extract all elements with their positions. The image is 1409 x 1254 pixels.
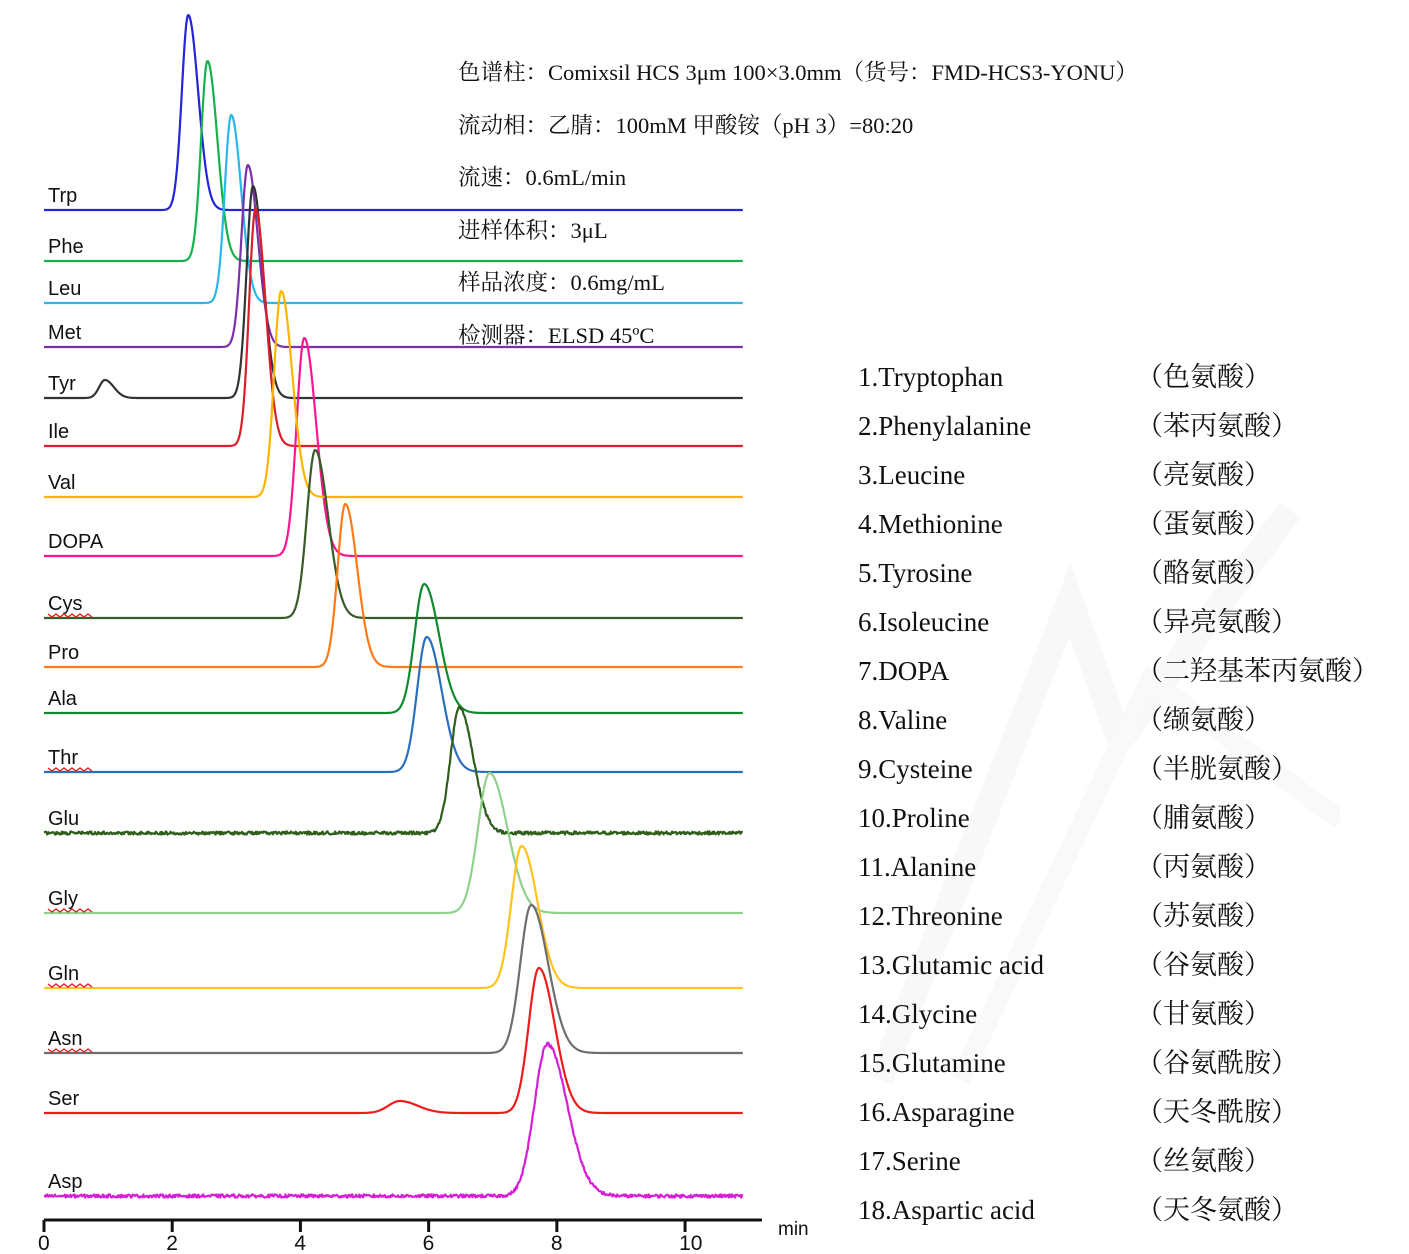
legend-item-name-en: 2.Phenylalanine: [858, 411, 1032, 441]
trace-label: Phe: [48, 236, 84, 258]
x-axis-tick-label: 2: [166, 1232, 178, 1254]
x-axis-tick-label: 0: [38, 1232, 50, 1254]
method-line-mobile-phase: 流动相：乙腈：100mM 甲酸铵（pH 3）=80:20: [458, 112, 914, 138]
trace-label: Trp: [48, 185, 78, 207]
legend-item-name-en: 10.Proline: [858, 803, 970, 833]
legend-item: [858, 845, 1403, 894]
legend-item-name-zh: （蛋氨酸）: [1136, 509, 1271, 539]
legend-item-name-en: 14.Glycine: [858, 999, 978, 1029]
legend-item-name-en: 12.Threonine: [858, 901, 1003, 931]
x-axis-tick-label: 4: [294, 1232, 307, 1254]
legend-item-name-zh: （色氨酸）: [1136, 362, 1271, 392]
trace-label: Cys: [48, 593, 83, 615]
legend-item: [858, 453, 1403, 502]
legend-item-name-en: 5.Tyrosine: [858, 558, 973, 588]
trace-label: Ser: [48, 1088, 80, 1110]
legend-item: [858, 502, 1403, 551]
legend-item-name-en: 13.Glutamic acid: [858, 950, 1044, 980]
legend-item-name-en: 7.DOPA: [858, 656, 950, 686]
chromatogram-trace: [44, 504, 743, 667]
trace-label: Asn: [48, 1028, 83, 1050]
legend-item-name-zh: （缬氨酸）: [1136, 705, 1271, 735]
legend-item: [858, 1041, 1403, 1090]
legend-item-name-zh: （天冬酰胺）: [1136, 1097, 1298, 1127]
legend-item-name-en: 1.Tryptophan: [858, 362, 1004, 392]
method-line-column: 色谱柱：Comixsil HCS 3μm 100×3.0mm（货号：FMD-HCS3-YONU）: [458, 60, 1138, 85]
chromatogram-trace: [44, 905, 743, 1053]
trace-label: Ile: [48, 421, 70, 443]
legend-item: [858, 747, 1403, 796]
trace-label: Val: [48, 472, 76, 494]
x-axis-unit-label: min: [778, 1219, 809, 1240]
legend-item-name-en: 18.Aspartic acid: [858, 1195, 1035, 1225]
trace-label: Glu: [48, 808, 80, 830]
legend-item-name-zh: （脯氨酸）: [1136, 803, 1271, 833]
x-axis-tick-label: 8: [550, 1232, 563, 1254]
method-line-flow-rate: 流速：0.6mL/min: [458, 165, 627, 190]
trace-label: DOPA: [48, 531, 104, 553]
legend-item: [858, 1139, 1403, 1188]
chromatogram-trace: [44, 637, 743, 772]
chromatogram-trace: [44, 846, 743, 988]
trace-label: Pro: [48, 642, 80, 664]
legend-item-name-en: 3.Leucine: [858, 460, 966, 490]
legend-item-name-zh: （苯丙氨酸）: [1136, 411, 1298, 441]
legend-item-name-zh: （丝氨酸）: [1136, 1146, 1271, 1176]
legend-item: [858, 600, 1403, 649]
x-axis-tick-label: 10: [679, 1232, 703, 1254]
legend-item-name-zh: （酪氨酸）: [1136, 558, 1271, 588]
legend-item-name-en: 9.Cysteine: [858, 754, 973, 784]
trace-label: Asp: [48, 1171, 83, 1193]
legend-item: [858, 355, 1403, 404]
method-line-detector: 检测器：ELSD 45ºC: [458, 322, 655, 348]
legend-item-name-en: 16.Asparagine: [858, 1097, 1015, 1127]
legend-item-name-en: 6.Isoleucine: [858, 607, 990, 637]
x-axis: [38, 1219, 809, 1254]
legend-item-name-en: 4.Methionine: [858, 509, 1003, 539]
legend-item: [858, 1188, 1403, 1237]
trace-label: Ala: [48, 688, 77, 710]
chromatogram-trace: [44, 450, 743, 618]
compound-legend-list: [858, 355, 1403, 1237]
method-conditions: [458, 62, 1218, 377]
chromatogram-trace: [44, 584, 743, 713]
trace-label: Leu: [48, 278, 82, 300]
legend-item-name-zh: （异亮氨酸）: [1136, 607, 1298, 637]
method-line-injection-volume: 进样体积：3μL: [458, 217, 608, 243]
trace-label: Gln: [48, 963, 80, 985]
legend-item-name-en: 15.Glutamine: [858, 1048, 1006, 1078]
legend-item-name-zh: （谷氨酸）: [1136, 950, 1271, 980]
trace-label-group: [48, 185, 104, 1193]
legend-item-name-zh: （二羟基苯丙氨酸）: [1136, 656, 1379, 686]
trace-label: Thr: [48, 747, 78, 769]
chromatogram-trace: [44, 773, 743, 913]
trace-label: Tyr: [48, 373, 76, 395]
legend-item: [858, 1090, 1403, 1139]
legend-item-name-zh: （苏氨酸）: [1136, 901, 1271, 931]
legend-item-name-zh: （半胱氨酸）: [1136, 754, 1298, 784]
legend-item-name-en: 11.Alanine: [858, 852, 977, 882]
legend-item: [858, 894, 1403, 943]
legend-item: [858, 551, 1403, 600]
chromatogram-trace: [44, 1043, 743, 1198]
legend-item: [858, 796, 1403, 845]
legend-item-name-zh: （甘氨酸）: [1136, 999, 1271, 1029]
legend-item: [858, 698, 1403, 747]
chromatogram-trace: [44, 968, 743, 1113]
x-axis-tick-label: 6: [422, 1232, 435, 1254]
legend-item: [858, 649, 1403, 698]
legend-item-name-zh: （丙氨酸）: [1136, 852, 1271, 882]
legend-item: [858, 404, 1403, 453]
legend-item: [858, 943, 1403, 992]
legend-item-name-en: 8.Valine: [858, 705, 948, 735]
method-line-sample-concentration: 样品浓度：0.6mg/mL: [458, 270, 665, 295]
legend-item-name-en: 17.Serine: [858, 1146, 961, 1176]
legend-item-name-zh: （亮氨酸）: [1136, 460, 1271, 490]
legend-item-name-zh: （谷氨酰胺）: [1136, 1048, 1298, 1078]
legend-item: [858, 992, 1403, 1041]
trace-label: Gly: [48, 888, 78, 910]
legend-item-name-zh: （天冬氨酸）: [1136, 1195, 1298, 1225]
trace-label: Met: [48, 322, 82, 344]
